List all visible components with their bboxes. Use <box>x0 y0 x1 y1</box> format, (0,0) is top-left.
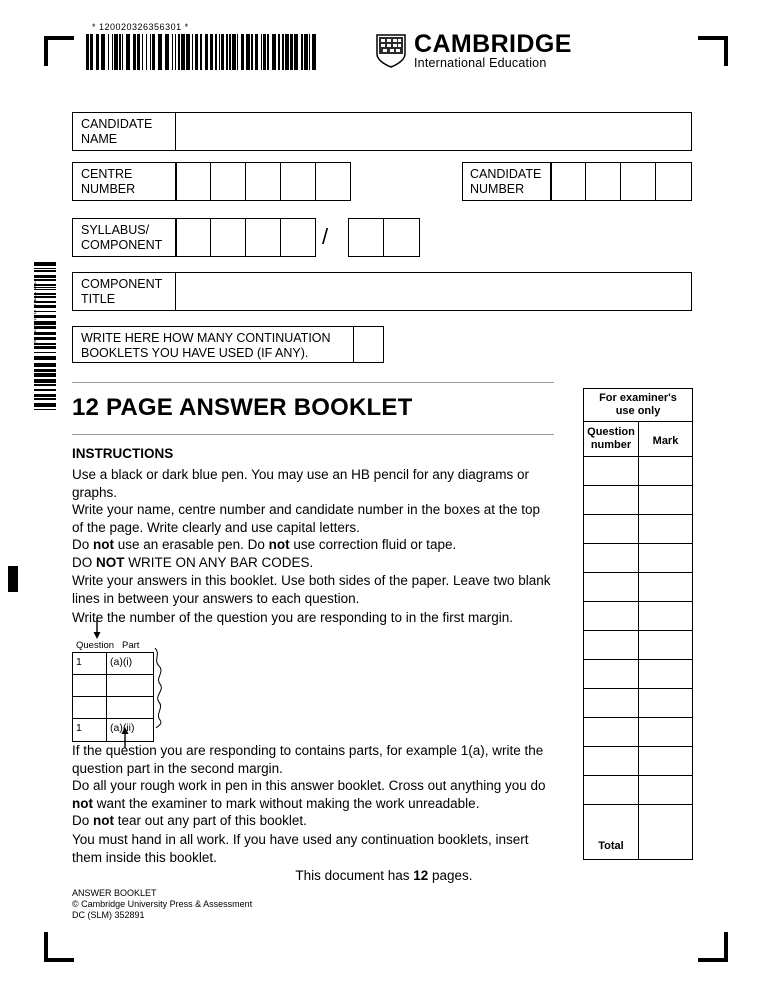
syllabus-cell[interactable] <box>211 218 246 257</box>
barcode-bar <box>221 34 224 70</box>
barcode-bar <box>34 346 56 349</box>
examiner-table-row <box>584 573 692 602</box>
instruction-item: Write the number of the question you are responding to in the first margin. <box>72 610 513 625</box>
instruction-item: Do not use an erasable pen. Do not use correction fluid or tape. <box>72 537 457 552</box>
barcode-bar <box>215 34 217 70</box>
barcode-bar <box>272 34 276 70</box>
question-number-cell[interactable] <box>584 689 639 717</box>
barcode-bar <box>34 268 56 269</box>
barcode-bar <box>137 34 140 70</box>
barcode-bar <box>34 384 56 386</box>
mark-cell[interactable] <box>639 544 692 572</box>
barcode-bar <box>200 34 202 70</box>
instruction-item: If the question you are responding to contains parts, for example 1(a), write the question part in the second margin. <box>72 743 544 776</box>
barcode-bar <box>34 389 56 391</box>
centre-number-cells[interactable] <box>176 162 351 201</box>
barcode-bar <box>34 363 56 367</box>
example-col1-header: Question <box>76 640 115 651</box>
question-number-header: Question number <box>584 422 639 456</box>
barcode-bar <box>146 34 147 70</box>
mark-cell[interactable] <box>639 689 692 717</box>
instructions-heading: INSTRUCTIONS <box>72 446 174 461</box>
continuation-count-input[interactable] <box>353 326 384 363</box>
barcode-bar <box>119 34 121 70</box>
mark-cell[interactable] <box>639 747 692 775</box>
mark-cell[interactable] <box>639 486 692 514</box>
centre-number-cell[interactable] <box>281 162 316 201</box>
crop-mark-top-left <box>44 36 74 66</box>
barcode-bar <box>122 34 123 70</box>
title-rule-bottom <box>72 434 554 435</box>
barcode-bar <box>255 34 258 70</box>
crop-mark-bottom-right <box>698 932 728 962</box>
example-question-cell <box>73 675 107 696</box>
question-number-cell[interactable] <box>584 776 639 804</box>
table-row <box>73 653 153 675</box>
example-question-cell: 1 <box>73 653 107 674</box>
barcode-bar <box>246 34 250 70</box>
barcode-bar <box>34 409 56 410</box>
barcode-bar <box>114 34 118 70</box>
examiner-table-row <box>584 660 692 689</box>
continuation-label: WRITE HERE HOW MANY CONTINUATION BOOKLETS YOU HAVE USED (IF ANY). <box>81 331 331 360</box>
component-cell[interactable] <box>348 218 384 257</box>
component-title-label: COMPONENT TITLE <box>81 277 163 306</box>
candidate-number-cell[interactable] <box>551 162 586 201</box>
syllabus-cells[interactable] <box>176 218 316 257</box>
examiner-table-row <box>584 776 692 805</box>
examiner-table-row <box>584 805 692 833</box>
example-question-part-table <box>72 652 154 742</box>
title-rule-top <box>72 382 554 383</box>
candidate-number-label: CANDIDATE NUMBER <box>470 167 542 196</box>
examiner-table-row <box>584 718 692 747</box>
barcode-bar <box>165 34 169 70</box>
side-barcode-text: 194463571 6 <box>32 280 38 346</box>
page-title: 12 PAGE ANSWER BOOKLET <box>72 394 413 421</box>
arrow-down-icon <box>91 618 103 640</box>
centre-number-label: CENTRE NUMBER <box>81 167 136 196</box>
barcode-bar <box>34 356 56 360</box>
barcode-bar <box>172 34 173 70</box>
mark-cell[interactable] <box>639 457 692 485</box>
instruction-item: Do all your rough work in pen in this answer booklet. Cross out anything you do not want the examiner to mark without making the work unreadable. <box>72 778 546 811</box>
example-col2-header: Part <box>122 640 140 651</box>
candidate-number-cell[interactable] <box>656 162 692 201</box>
question-number-cell[interactable] <box>584 718 639 746</box>
table-row <box>73 675 153 697</box>
barcode-bar <box>112 34 113 70</box>
question-number-cell[interactable] <box>584 486 639 514</box>
barcode-bar <box>34 398 56 400</box>
barcode-bar <box>309 34 310 70</box>
barcode-bar <box>34 403 56 407</box>
crop-mark-bottom-left <box>44 932 74 962</box>
examiner-table-heading: For examiner's use only <box>584 389 692 422</box>
candidate-number-cell[interactable] <box>586 162 621 201</box>
barcode-bar <box>178 34 180 70</box>
mark-cell[interactable] <box>639 573 692 601</box>
examiner-total-row <box>584 833 692 859</box>
side-registration-mark <box>8 566 18 592</box>
top-barcode <box>86 34 318 70</box>
barcode-bar <box>101 34 105 70</box>
barcode-bar <box>205 34 208 70</box>
syllabus-cell[interactable] <box>246 218 281 257</box>
instruction-item: Use a black or dark blue pen. You may use an HB pencil for any diagrams or graphs. <box>72 467 530 500</box>
barcode-bar <box>175 34 176 70</box>
barcode-bar <box>34 262 56 266</box>
examiner-table-row <box>584 544 692 573</box>
barcode-bar <box>181 34 185 70</box>
instruction-item: Do not tear out any part of this booklet. <box>72 813 307 828</box>
barcode-bar <box>142 34 143 70</box>
barcode-bar <box>34 352 56 353</box>
mark-cell[interactable] <box>639 602 692 630</box>
centre-number-cell[interactable] <box>176 162 211 201</box>
table-row <box>73 719 153 741</box>
example-part-cell: (a)(ii) <box>110 722 135 734</box>
examiner-table-row <box>584 457 692 486</box>
examiner-table-row <box>584 631 692 660</box>
syllabus-cell[interactable] <box>281 218 316 257</box>
barcode-bar <box>251 34 253 70</box>
logo-title: CAMBRIDGE <box>414 30 572 58</box>
example-part-cell <box>107 675 153 696</box>
logo-subtitle: International Education <box>414 56 547 70</box>
instruction-item: DO NOT WRITE ON ANY BAR CODES. <box>72 555 314 570</box>
candidate-name-input[interactable] <box>176 112 692 151</box>
syllabus-label: SYLLABUS/ COMPONENT <box>81 223 163 252</box>
total-value-cell[interactable] <box>639 833 692 859</box>
page-count-value: 12 <box>413 868 429 883</box>
barcode-bar <box>210 34 213 70</box>
mark-cell[interactable] <box>639 805 692 833</box>
barcode-bar <box>226 34 228 70</box>
barcode-number-text: * 120020326356301 * <box>92 22 189 32</box>
barcode-bar <box>229 34 231 70</box>
instruction-item: Write your answers in this booklet. Use both sides of the paper. Leave two blank lines in between your answers to each question. <box>72 573 551 606</box>
barcode-bar <box>96 34 99 70</box>
mark-cell[interactable] <box>639 660 692 688</box>
question-number-cell[interactable] <box>584 515 639 543</box>
barcode-bar <box>34 394 56 397</box>
barcode-bar <box>282 34 284 70</box>
question-number-cell[interactable] <box>584 544 639 572</box>
syllabus-component-separator: / <box>322 224 329 249</box>
barcode-bar <box>34 369 56 372</box>
question-number-cell[interactable] <box>584 573 639 601</box>
question-number-cell[interactable] <box>584 660 639 688</box>
barcode-bar <box>232 34 236 70</box>
examiner-table-row <box>584 515 692 544</box>
examiner-table-row <box>584 689 692 718</box>
centre-number-cell[interactable] <box>316 162 351 201</box>
document-footer <box>72 888 252 921</box>
mark-header: Mark <box>652 434 679 447</box>
total-label: Total <box>584 833 639 859</box>
candidate-number-cells[interactable] <box>551 162 692 201</box>
examiner-use-table <box>583 388 693 860</box>
barcode-bar <box>152 34 155 70</box>
barcode-bar <box>34 373 56 377</box>
examiner-table-row <box>584 747 692 776</box>
barcode-bar <box>192 34 193 70</box>
barcode-bar <box>301 34 303 70</box>
example-part-cell: (a)(i) <box>110 656 133 668</box>
question-number-cell[interactable] <box>584 457 639 485</box>
examiner-table-row <box>584 486 692 515</box>
barcode-bar <box>285 34 289 70</box>
cambridge-logo <box>376 32 572 70</box>
shield-icon <box>376 34 406 68</box>
barcode-bar <box>304 34 308 70</box>
barcode-bar <box>158 34 162 70</box>
crop-mark-top-right <box>698 36 728 66</box>
barcode-bar <box>108 34 109 70</box>
table-row <box>73 697 153 719</box>
barcode-bar <box>186 34 190 70</box>
examiner-table-row <box>584 602 692 631</box>
barcode-bar <box>294 34 298 70</box>
barcode-bar <box>133 34 136 70</box>
centre-number-cell[interactable] <box>246 162 281 201</box>
barcode-bar <box>34 270 56 272</box>
question-number-cell[interactable] <box>584 631 639 659</box>
barcode-bar <box>34 275 56 278</box>
barcode-bar <box>126 34 130 70</box>
question-number-cell[interactable] <box>584 805 639 833</box>
mark-cell[interactable] <box>639 631 692 659</box>
barcode-bar <box>261 34 262 70</box>
syllabus-cell[interactable] <box>176 218 211 257</box>
candidate-number-cell[interactable] <box>621 162 656 201</box>
footer-line-3: DC (SLM) 352891 <box>72 910 145 920</box>
example-question-cell: 1 <box>73 719 107 741</box>
barcode-bar <box>150 34 151 70</box>
centre-number-cell[interactable] <box>211 162 246 201</box>
barcode-bar <box>86 34 89 70</box>
barcode-bar <box>290 34 293 70</box>
mark-cell[interactable] <box>639 515 692 543</box>
footer-line-2: © Cambridge University Press & Assessment <box>72 899 253 909</box>
barcode-bar <box>34 379 56 383</box>
instruction-item: Write your name, centre number and candidate number in the boxes at the top of the page. Write clearly and use capital letters. <box>72 502 541 535</box>
question-number-cell[interactable] <box>584 602 639 630</box>
barcode-bar <box>267 34 269 70</box>
barcode-bar <box>90 34 93 70</box>
question-number-cell[interactable] <box>584 747 639 775</box>
example-question-cell <box>73 697 107 718</box>
candidate-name-label: CANDIDATE NAME <box>81 117 153 146</box>
barcode-bar <box>263 34 266 70</box>
component-title-input[interactable] <box>176 272 692 311</box>
instruction-item: You must hand in all work. If you have used any continuation booklets, insert them inside this booklet. <box>72 832 529 865</box>
component-cell[interactable] <box>384 218 420 257</box>
example-part-cell <box>107 697 153 718</box>
component-cells[interactable] <box>348 218 420 257</box>
barcode-bar <box>195 34 198 70</box>
footer-line-1: ANSWER BOOKLET <box>72 888 157 898</box>
barcode-bar <box>219 34 220 70</box>
page-count-footer: This document has 12 pages. <box>295 868 473 883</box>
barcode-bar <box>312 34 316 70</box>
examiner-table-header-row <box>584 422 692 457</box>
mark-cell[interactable] <box>639 776 692 804</box>
barcode-bar <box>278 34 280 70</box>
barcode-bar <box>241 34 244 70</box>
barcode-bar <box>237 34 238 70</box>
mark-cell[interactable] <box>639 718 692 746</box>
